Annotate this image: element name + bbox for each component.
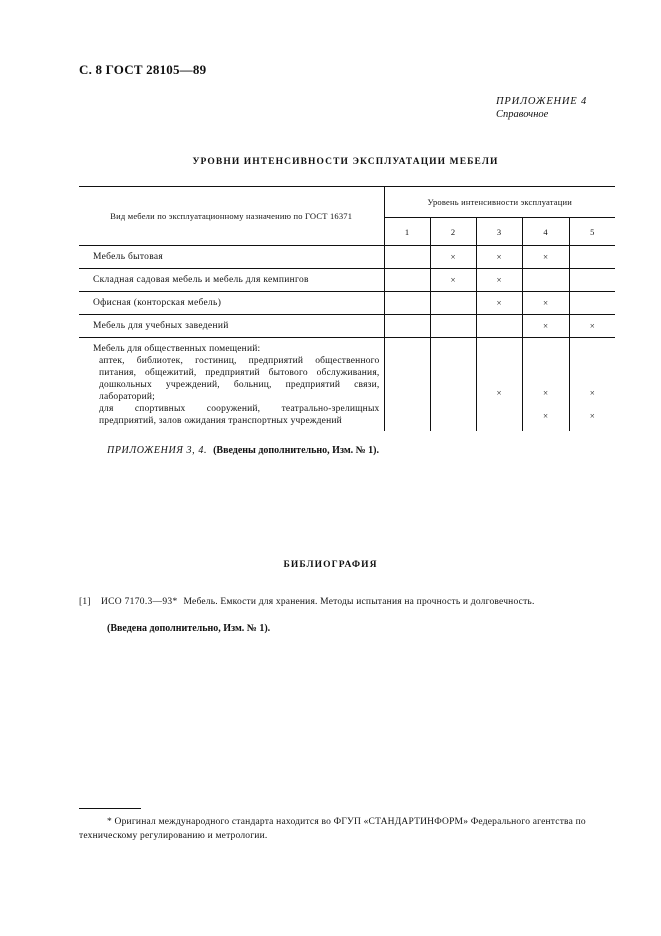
row-mark: × — [476, 246, 522, 269]
row-name: Офисная (конторская мебель) — [79, 292, 384, 315]
bibliography-text: Мебель. Емкости для хранения. Методы испытания на прочность и долговечность. — [183, 597, 535, 607]
bibliography-entry — [79, 597, 619, 607]
row-mark-cell — [476, 338, 522, 432]
row-mark-cell — [384, 338, 430, 432]
row-mark: × — [496, 388, 502, 398]
page-header: С. 8 ГОСТ 28105—89 — [79, 62, 207, 77]
note-appendices-ref: ПРИЛОЖЕНИЯ 3, 4. — [107, 445, 208, 456]
row-mark: × — [522, 292, 569, 315]
level-header-2: 2 — [430, 218, 476, 246]
row-mark — [384, 292, 430, 315]
level-header-3: 3 — [476, 218, 522, 246]
table-title: УРОВНИ ИНТЕНСИВНОСТИ ЭКСПЛУАТАЦИИ МЕБЕЛИ — [192, 157, 499, 167]
row-mark — [569, 269, 615, 292]
level-header-5: 5 — [569, 218, 615, 246]
table-row-public-premises — [79, 338, 615, 432]
row-mark-cell — [430, 338, 476, 432]
row-mark — [430, 315, 476, 338]
row-sub-2: для спортивных сооружений, театрально-зрелищных предприятий, залов ожидания транспортных учреждений — [99, 404, 380, 426]
row-mark: × — [569, 315, 615, 338]
row-mark-cell — [569, 338, 615, 432]
row-mark — [522, 269, 569, 292]
row-mark: × — [522, 315, 569, 338]
note-amendment: (Введены дополнительно, Изм. № 1). — [213, 445, 380, 456]
row-mark: × — [589, 411, 595, 421]
row-mark: × — [476, 269, 522, 292]
row-name: Мебель бытовая — [79, 246, 384, 269]
bibliography-amendment-note: (Введена дополнительно, Изм. № 1). — [107, 623, 271, 634]
table-row — [79, 246, 615, 269]
row-mark — [569, 246, 615, 269]
bibliography-title: БИБЛИОГРАФИЯ — [283, 560, 378, 570]
level-header-4: 4 — [522, 218, 569, 246]
footnote: * Оригинал международного стандарта находится во ФГУП «СТАНДАРТИНФОРМ» Федерального агентства по техническому регулированию и метрологии. — [79, 817, 586, 841]
table-row — [79, 269, 615, 292]
appendix-type: Справочное — [496, 109, 549, 120]
level-header-1: 1 — [384, 218, 430, 246]
appendix-heading — [496, 95, 587, 121]
table-row — [79, 292, 615, 315]
row-mark: × — [522, 246, 569, 269]
bibliography-standard: ИСО 7170.3—93* — [101, 597, 178, 607]
column-header-furniture-type: Вид мебели по эксплуатационному назначению по ГОСТ 16371 — [79, 187, 384, 246]
row-sub-1: аптек, библиотек, гостиниц, предприятий общественного питания, общежитий, предприятий бытового обслуживания, дошкольных учреждений, больниц, предприятий связи, лабораторий; — [99, 356, 380, 402]
appendix-label: ПРИЛОЖЕНИЕ 4 — [496, 96, 587, 107]
row-mark — [384, 315, 430, 338]
footnote-divider — [79, 808, 141, 809]
row-mark — [384, 269, 430, 292]
row-mark: × — [430, 269, 476, 292]
appendix-amendment-note — [107, 445, 379, 456]
row-mark — [384, 246, 430, 269]
row-mark: × — [542, 411, 549, 421]
row-mark: × — [589, 388, 595, 398]
row-mark: × — [542, 388, 549, 398]
row-mark-cell — [522, 338, 569, 432]
row-name: Складная садовая мебель и мебель для кемпингов — [79, 269, 384, 292]
bibliography-index: [1] — [79, 597, 91, 607]
table-row — [79, 315, 615, 338]
row-mark — [430, 292, 476, 315]
row-mark: × — [430, 246, 476, 269]
row-name — [79, 338, 384, 432]
column-header-intensity-level: Уровень интенсивности эксплуатации — [384, 187, 615, 218]
row-mark: × — [476, 292, 522, 315]
row-mark — [569, 292, 615, 315]
intensity-table — [79, 186, 615, 431]
row-name: Мебель для учебных заведений — [79, 315, 384, 338]
row-mark — [476, 315, 522, 338]
row-heading: Мебель для общественных помещений: — [93, 344, 261, 354]
